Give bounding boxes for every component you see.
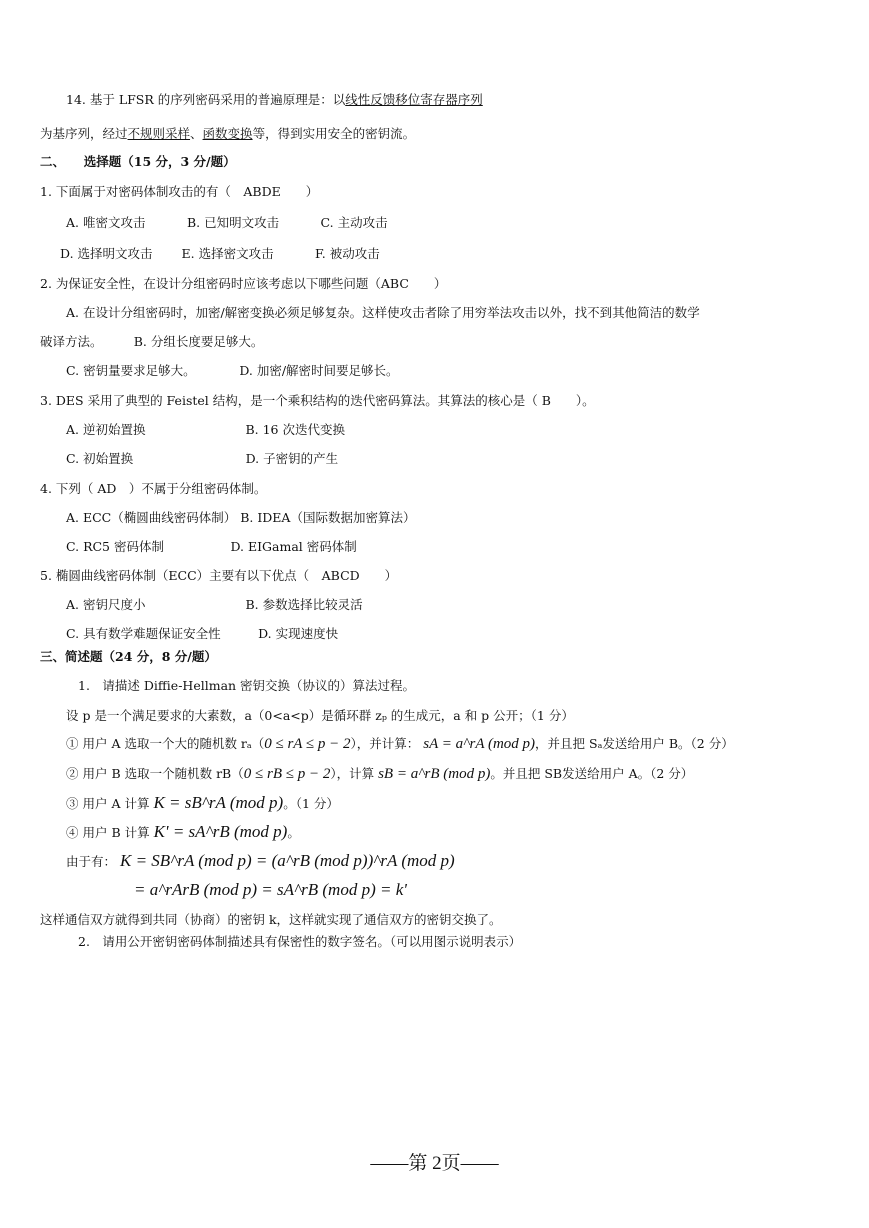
formula: K = sB^rA (mod p) [153, 793, 284, 812]
step-text: ② 用户 B 选取一个随机数 rB（ [66, 766, 244, 781]
question-options: A. 逆初始置换 B. 16 次迭代变换 [66, 422, 345, 437]
formula: sB = a^rB (mod p) [378, 766, 491, 782]
formula: = a^rArB (mod p) = sA^rB (mod p) = k' [134, 880, 407, 899]
answer-step [66, 766, 693, 782]
answer-step [66, 824, 300, 841]
fill-in-text: 为基序列，经过 [40, 126, 128, 141]
fill-in-line-1 [66, 92, 483, 108]
question-stem: 4. 下列（ AD ）不属于分组密码体制。 [40, 481, 267, 496]
step-text: ），并计算： [350, 736, 420, 751]
step-text: ④ 用户 B 计算 [66, 825, 150, 840]
fill-in-text: 、 [190, 126, 203, 141]
step-text: ，并且把 Sₐ发送给用户 B。（2 分） [535, 736, 734, 751]
step-text: 。（1 分） [283, 796, 339, 811]
fill-in-answer: 不规则采样 [127, 126, 191, 141]
formula: K' = sA^rB (mod p) [153, 822, 288, 841]
question-stem: 1. 下面属于对密码体制攻击的有（ ABDE ） [40, 184, 319, 199]
fill-in-text: 等，得到实用安全的密钥流。 [252, 126, 416, 141]
question-options: A. 密钥尺度小 B. 参数选择比较灵活 [66, 597, 363, 612]
section-heading: 二、 选择题（15 分，3 分/题） [40, 154, 236, 169]
question-stem: 3. DES 采用了典型的 Feistel 结构，是一个乘积结构的迭代密码算法。其算法的核心是（ B ）。 [40, 393, 595, 408]
step-text: 。并且把 SB发送给用户 A。（2 分） [490, 766, 694, 781]
step-text: 。 [287, 825, 300, 840]
step-text: ），计算 [330, 766, 375, 781]
question-stem: 5. 椭圆曲线密码体制（ECC）主要有以下优点（ ABCD ） [40, 568, 398, 583]
answer-step [66, 795, 339, 812]
question-options: D. 选择明文攻击 E. 选择密文攻击 F. 被动攻击 [60, 246, 380, 261]
step-text: ① 用户 A 选取一个大的随机数 rₐ（ [66, 736, 265, 751]
question-options: C. 密钥量要求足够大。 D. 加密/解密时间要足够长。 [66, 363, 399, 378]
question-options: C. 具有数学难题保证安全性 D. 实现速度快 [66, 626, 339, 641]
proof-label: 由于有： [66, 854, 117, 869]
proof-line [66, 853, 455, 870]
answer-text: 这样通信双方就得到共同（协商）的密钥 k，这样就实现了通信双方的密钥交换了。 [40, 912, 502, 927]
answer-text: 设 p 是一个满足要求的大素数，a（0<a<p）是循环群 zₚ 的生成元，a 和 p 公开；（1 分） [66, 708, 574, 723]
condition-formula: 0 ≤ rA ≤ p − 2 [264, 736, 351, 752]
question-options: C. RC5 密码体制 D. EIGamal 密码体制 [66, 539, 357, 554]
question-options: C. 初始置换 D. 子密钥的产生 [66, 451, 339, 466]
step-text: ③ 用户 A 计算 [66, 796, 150, 811]
page-footer: ——第 2页—— [370, 1153, 499, 1174]
section-heading: 三、简述题（24 分，8 分/题） [40, 649, 217, 664]
formula: K = SB^rA (mod p) = (a^rB (mod p))^rA (mod p) [120, 851, 455, 870]
question-stem: 1. 请描述 Diffie-Hellman 密钥交换（协议的）算法过程。 [78, 678, 416, 693]
fill-in-answer: 函数变换 [202, 126, 253, 141]
formula: sA = a^rA (mod p) [423, 736, 536, 752]
question-options: A. 在设计分组密码时，加密/解密变换必须足够复杂。这样使攻击者除了用穷举法攻击以外，找不到其他简洁的数学 [66, 305, 700, 320]
question-stem: 2. 为保证安全性，在设计分组密码时应该考虑以下哪些问题（ABC ） [40, 276, 447, 291]
condition-formula: 0 ≤ rB ≤ p − 2 [243, 766, 331, 782]
question-options: 破译方法。 B. 分组长度要足够大。 [40, 334, 264, 349]
question-stem: 2. 请用公开密钥密码体制描述具有保密性的数字签名。（可以用图示说明表示） [78, 934, 522, 949]
fill-in-line-2 [40, 126, 415, 142]
proof-line [134, 882, 407, 899]
question-options: A. 唯密文攻击 B. 已知明文攻击 C. 主动攻击 [66, 215, 388, 230]
fill-in-answer: 线性反馈移位寄存器序列 [345, 92, 483, 107]
answer-step [66, 736, 734, 752]
question-options: A. ECC（椭圆曲线密码体制） B. IDEA（国际数据加密算法） [66, 510, 416, 525]
fill-in-text: 14. 基于 LFSR 的序列密码采用的普遍原理是：以 [66, 92, 346, 107]
